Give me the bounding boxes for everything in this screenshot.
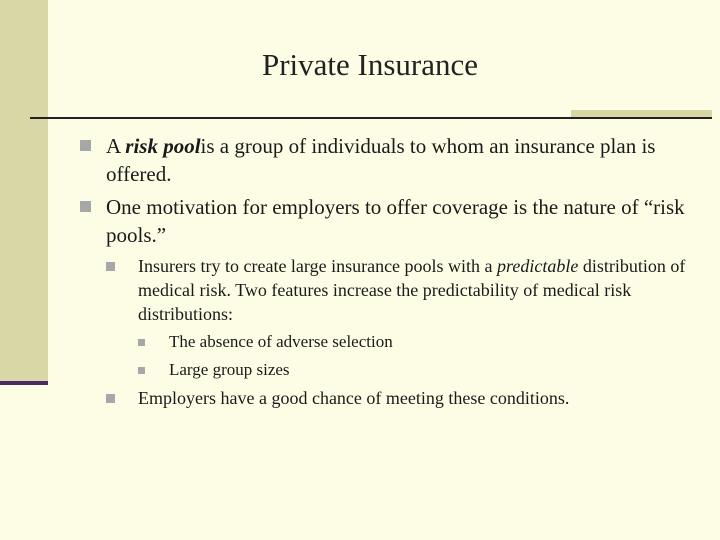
sub-bullet-employers (106, 386, 700, 410)
square-bullet-icon (106, 262, 115, 271)
bullet-lead: A (106, 134, 126, 158)
sub-sub-bullet-adverse-selection (138, 330, 700, 354)
bullet-rest: is a group of individuals to whom an insurance plan is offered. (106, 134, 656, 186)
left-accent-bar (0, 0, 48, 383)
slide-title: Private Insurance (261, 47, 479, 82)
sub-sub-bullet-text: Large group sizes (169, 360, 290, 379)
sub-bullet-predictable (106, 254, 700, 326)
bullet-risk-pool (80, 132, 700, 188)
title-rule (30, 117, 712, 119)
slide-body (80, 132, 700, 414)
square-bullet-icon (106, 394, 115, 403)
bullet-motivation (80, 193, 700, 249)
square-bullet-icon (80, 140, 91, 151)
sub-sub-bullet-group-size (138, 358, 700, 382)
sub-sub-bullet-text: The absence of adverse selection (169, 332, 393, 351)
square-bullet-icon (138, 339, 145, 346)
sub-bullet-lead: Insurers try to create large insurance pools with a (138, 256, 498, 276)
square-bullet-icon (138, 367, 145, 374)
sub-bullet-text: Employers have a good chance of meeting these conditions. (138, 388, 570, 408)
predictable-emphasis: predictable (497, 256, 579, 276)
left-accent-line (0, 381, 48, 385)
square-bullet-icon (80, 201, 91, 212)
bullet-text: One motivation for employers to offer coverage is the nature of “risk pools.” (106, 195, 685, 247)
risk-pool-term: risk pool (125, 134, 201, 158)
sub-bullet-rest: distribution of medical risk. Two features increase the predictability of medical risk distributions: (138, 256, 686, 324)
